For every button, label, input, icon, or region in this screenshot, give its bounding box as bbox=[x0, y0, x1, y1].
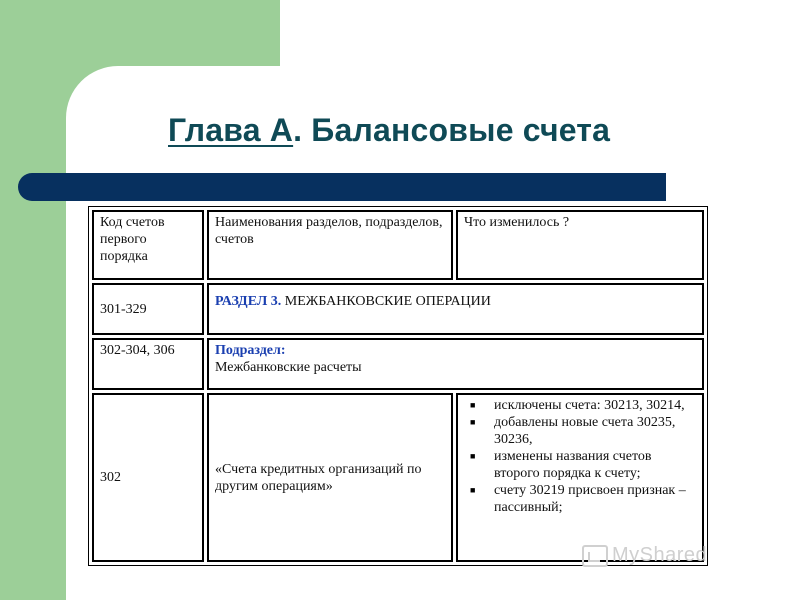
row-code: 302-304, 306 bbox=[92, 338, 204, 390]
changes-list bbox=[464, 397, 696, 516]
watermark-text: MyShared bbox=[612, 544, 708, 566]
table-header-row bbox=[92, 210, 704, 280]
header-changes: Что изменилось ? bbox=[456, 210, 704, 280]
accounts-table bbox=[88, 206, 708, 566]
title-rest: . Балансовые счета bbox=[293, 112, 611, 148]
section-label: РАЗДЕЛ 3. bbox=[215, 294, 282, 309]
slide-title bbox=[168, 112, 610, 149]
header-name: Наименования разделов, подразделов, счетов bbox=[207, 210, 453, 280]
row-account-name: «Счета кредитных организаций по другим операциям» bbox=[207, 393, 453, 562]
row-changes bbox=[456, 393, 704, 562]
row-section-name bbox=[207, 283, 704, 335]
accounts-table-wrapper bbox=[88, 206, 708, 566]
table-row bbox=[92, 393, 704, 562]
list-item: ■ изменены названия счетов второго порядка к счету; bbox=[494, 448, 696, 482]
row-subsection-name bbox=[207, 338, 704, 390]
accent-bar-end bbox=[18, 173, 56, 201]
accent-bar bbox=[54, 173, 666, 201]
list-item: ■ исключены счета: 30213, 30214, bbox=[494, 397, 696, 414]
left-green-strip bbox=[0, 0, 66, 600]
row-code: 301-329 bbox=[92, 283, 204, 335]
subsection-text: Межбанковские расчеты bbox=[215, 360, 362, 375]
row-code: 302 bbox=[92, 393, 204, 562]
title-chapter: Глава А bbox=[168, 112, 294, 148]
header-code: Код счетов первого порядка bbox=[92, 210, 204, 280]
presentation-icon bbox=[582, 545, 608, 567]
table-row bbox=[92, 283, 704, 335]
table-row bbox=[92, 338, 704, 390]
section-text: МЕЖБАНКОВСКИЕ ОПЕРАЦИИ bbox=[281, 294, 491, 309]
list-item: ■ счету 30219 присвоен признак – пассивный; bbox=[494, 482, 696, 516]
subsection-label: Подраздел: bbox=[215, 343, 286, 358]
list-item: ■ добавлены новые счета 30235, 30236, bbox=[494, 414, 696, 448]
watermark bbox=[582, 544, 707, 567]
